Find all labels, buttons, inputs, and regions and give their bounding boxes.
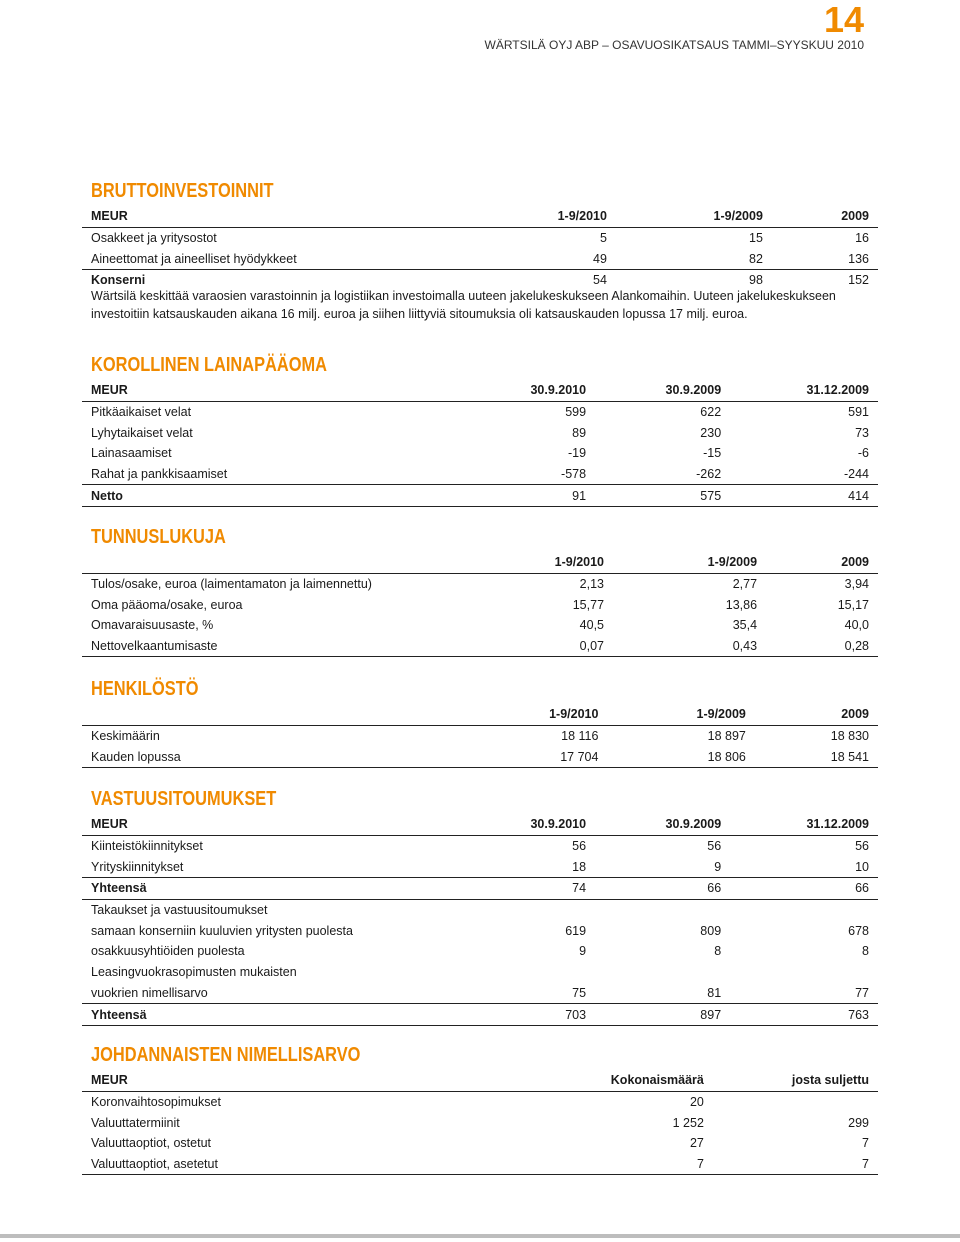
column-header: MEUR [82,1070,520,1091]
cell-value: 152 [848,273,869,288]
table-row [82,594,878,615]
column-header [82,552,460,573]
personnel-table [82,704,878,768]
cell-value: 18 116 [561,729,599,744]
cell-value: 74 [460,878,595,900]
cell-value: 82 [616,248,772,269]
column-header: 1-9/2009 [707,555,758,570]
cell-value: 89 [572,425,587,440]
row-label: Omavaraisuusaste, % [91,618,214,633]
cell-value: 230 [700,425,722,440]
cell-value: 9 [595,856,730,877]
cell-value: 16 [855,231,869,246]
row-label: Keskimäärin [91,729,160,744]
row-label: Valuuttatermiinit [91,1115,180,1130]
cell-value: 8 [714,944,722,959]
cell-value: 9 [579,944,587,959]
column-header [82,704,460,725]
cell-value: 591 [848,405,869,420]
cell-value: 0,07 [460,636,613,657]
table-row [82,920,878,941]
cell-value: 18 806 [607,746,754,767]
column-header: 2009 [755,704,878,725]
row-label: Lainasaamiset [91,446,172,461]
cell-value: 703 [460,1004,595,1026]
table-row [82,725,878,746]
cell-value: 27 [689,1136,704,1151]
row-label: Pitkäaikaiset velat [91,405,192,420]
row-label: Yhteensä [82,1004,460,1026]
row-label: Koronvaihtosopimukset [91,1095,221,1110]
column-header: 1-9/2010 [554,555,605,570]
cell-value: 17 704 [460,746,607,767]
cell-value: 15,77 [572,597,605,612]
row-label: Rahat ja pankkisaamiset [82,464,460,485]
cell-value: 18 [460,856,595,877]
row-label: Leasingvuokrasopimusten mukaisten [91,965,297,980]
cell-value: 5 [600,231,607,246]
table-header-row [82,206,878,227]
row-label: vuokrien nimellisarvo [82,983,460,1004]
cell-value: 619 [565,923,587,938]
cell-value: 1 252 [672,1115,704,1130]
row-label: Yrityskiinnitykset [82,856,460,877]
section-title: BRUTTOINVESTOINNIT [91,180,274,202]
cell-value: 2,13 [579,577,605,592]
row-label: Valuuttaoptiot, asetetut [82,1154,520,1175]
cell-value: 40,5 [579,618,605,633]
column-header: 2009 [772,206,878,227]
row-label: samaan konserniin kuuluvien yritysten puolesta [91,923,353,938]
cell-value [713,1091,878,1112]
table-row [82,746,878,767]
cell-value: 77 [730,983,878,1004]
table-row [82,962,878,983]
column-header: josta suljettu [713,1070,878,1091]
cell-value [595,962,730,983]
column-header: 1-9/2009 [607,704,754,725]
cell-value: 56 [855,839,869,854]
cell-value: 15,17 [837,597,869,612]
table-row [82,941,878,962]
investments-note: Wärtsilä keskittää varaosien varastoinnin ja logistiikan investoimalla uuteen jakelukeskukseen Alankomaihin. Uuteen jakelukeskukseen investoitiin katsauskauden aikana 16 milj. euroa ja siihen liittyviä sitoumuksia oli katsauskauden lopussa 17 milj. euroa. [91,288,836,321]
section-title: VASTUUSITOUMUKSET [91,788,277,810]
section-vastuusitoumukset [82,786,878,1026]
row-label: Netto [82,485,460,507]
column-header: 31.12.2009 [730,814,878,835]
cell-value: 20 [689,1095,704,1110]
document-header: WÄRTSILÄ OYJ ABP – OSAVUOSIKATSAUS TAMMI–SYYSKUU 2010 [484,38,864,52]
table-row [82,983,878,1004]
cell-value: -15 [703,446,722,461]
cell-value: -6 [857,446,869,461]
cell-value: -578 [460,464,595,485]
table-row [82,227,878,248]
cell-value: 56 [572,839,587,854]
cell-value: 2,77 [732,577,758,592]
cell-value: 35,4 [732,618,758,633]
cell-value: 678 [848,923,869,938]
cell-value: 136 [772,248,878,269]
cell-value: 8 [862,944,869,959]
table-row [82,615,878,636]
column-header: 30.9.2009 [595,814,730,835]
row-label: Osakkeet ja yritysostot [91,231,217,246]
table-row-total [82,1004,878,1026]
cell-value: 622 [700,405,722,420]
section-title: JOHDANNAISTEN NIMELLISARVO [91,1044,361,1066]
cell-value: 56 [707,839,722,854]
table-row [82,401,878,422]
cell-value: 575 [595,485,730,507]
cell-value: 18 541 [755,746,878,767]
cell-value [730,899,878,920]
cell-value: 73 [855,425,869,440]
row-label: Kiinteistökiinnitykset [91,839,203,854]
table-row [82,464,878,485]
page-number: 14 [823,0,864,40]
section-henkilosto [82,676,878,768]
column-header: 31.12.2009 [730,380,878,401]
cell-value [595,899,730,920]
column-header: Kokonaismäärä [520,1070,713,1091]
cell-value: 809 [700,923,722,938]
cell-value: 7 [862,1136,869,1151]
table-header-row [82,704,878,725]
column-header: 30.9.2009 [595,380,730,401]
column-header: 30.9.2010 [460,814,595,835]
cell-value: 414 [730,485,878,507]
section-johdannaiset [82,1042,878,1175]
cell-value: 897 [595,1004,730,1026]
section-title: TUNNUSLUKUJA [91,526,226,548]
cell-value: 66 [730,878,878,900]
table-row [82,573,878,594]
column-header: 1-9/2010 [460,206,616,227]
row-label: Nettovelkaantumisaste [82,636,460,657]
row-label: Yhteensä [82,878,460,900]
cell-value: 599 [565,405,587,420]
row-label: Lyhytaikaiset velat [91,425,193,440]
cell-value: 13,86 [725,597,758,612]
table-row [82,443,878,464]
derivatives-table [82,1070,878,1175]
table-header-row [82,552,878,573]
column-header: 1-9/2010 [460,704,607,725]
table-row [82,1154,878,1175]
interest-bearing-debt-table [82,380,878,507]
section-title: HENKILÖSTÖ [91,678,199,700]
column-header: 2009 [841,555,869,570]
cell-value: 75 [460,983,595,1004]
table-row [82,899,878,920]
cell-value: 763 [730,1004,878,1026]
row-label: osakkuusyhtiöiden puolesta [91,944,245,959]
column-header: MEUR [82,380,460,401]
commitments-table [82,814,878,1026]
table-row [82,856,878,877]
table-row-total [82,485,878,507]
table-row [82,422,878,443]
investments-table [82,206,878,291]
cell-value: 3,94 [844,577,869,592]
cell-value [460,899,595,920]
column-header: 1-9/2009 [616,206,772,227]
cell-value: 54 [593,273,607,288]
row-label: Kauden lopussa [82,746,460,767]
cell-value: 18 830 [830,729,869,744]
section-title: KOROLLINEN LAINAPÄÄOMA [91,354,327,376]
cell-value: 7 [520,1154,713,1175]
cell-value: 66 [595,878,730,900]
key-figures-table [82,552,878,657]
cell-value: 98 [749,273,763,288]
row-label: Oma pääoma/osake, euroa [91,597,243,612]
cell-value: 0,28 [766,636,878,657]
cell-value: 15 [749,231,763,246]
cell-value: 49 [460,248,616,269]
cell-value: 40,0 [844,618,869,633]
row-label: Takaukset ja vastuusitoumukset [91,903,268,918]
cell-value: -244 [730,464,878,485]
footer-divider [0,1234,960,1238]
cell-value: -262 [595,464,730,485]
row-label: Tulos/osake, euroa (laimentamaton ja laimennettu) [91,577,372,592]
cell-value [730,962,878,983]
cell-value: 0,43 [613,636,766,657]
table-header-row [82,1070,878,1091]
table-row [82,1133,878,1154]
cell-value [460,962,595,983]
cell-value: 91 [460,485,595,507]
table-header-row [82,380,878,401]
row-label: Konserni [91,273,146,288]
cell-value: 299 [848,1115,869,1130]
column-header: MEUR [82,814,460,835]
column-header: MEUR [82,206,460,227]
table-row [82,1112,878,1133]
row-label: Aineettomat ja aineelliset hyödykkeet [82,248,460,269]
section-bruttoinvestoinnit [82,178,878,323]
table-row [82,1091,878,1112]
cell-value: 7 [713,1154,878,1175]
section-tunnusluvut [82,524,878,657]
table-row [82,248,878,269]
row-label: Valuuttaoptiot, ostetut [91,1136,211,1151]
table-header-row [82,814,878,835]
cell-value: 81 [595,983,730,1004]
table-row [82,835,878,856]
cell-value: 18 897 [707,729,746,744]
table-row [82,636,878,657]
cell-value: 10 [730,856,878,877]
section-korollinen-lainapaaoma [82,352,878,507]
column-header: 30.9.2010 [460,380,595,401]
cell-value: -19 [568,446,587,461]
table-row-total [82,878,878,900]
